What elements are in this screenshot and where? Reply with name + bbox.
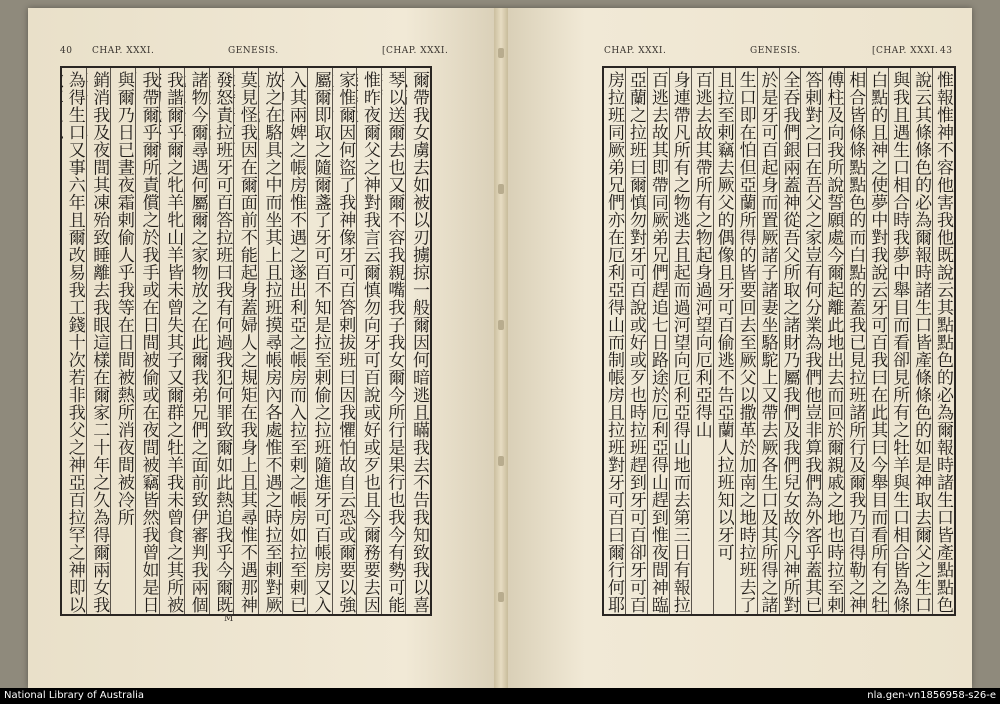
footer-bar xyxy=(0,688,1000,704)
binding-stitch xyxy=(498,184,504,194)
text-column: 家惟爾因何盜了我神像牙可百答剌拔班曰因我懼怕故自云恐或爾要以強 xyxy=(332,68,357,614)
text-column: 莫見怪我因在爾面前不能起身蓋婦人之規矩在我身上且其尋惟不遇那神 xyxy=(233,68,258,614)
footer-record-id: nla.gen-vn1856958-s26-e xyxy=(867,690,996,701)
text-column: 我帶爾乎爾所責償之於我手或在日間被偷或在夜間被竊皆然我曾如是日 xyxy=(135,68,160,614)
text-column: 百逃去故其即帶同厥弟兄們趕追七日路途於厄利亞得山趕到惟夜間神臨 xyxy=(647,68,669,614)
text-column: 入其兩婢之帳房惟不遇之遂出利亞之帳房而入拉至剌之帳房如拉至剌已 xyxy=(282,68,307,614)
signature-mark: M xyxy=(224,614,234,624)
text-column: 相合皆條條點點色的而白點的蓋我已見拉班諸所行及爾我乃百得勒之神 xyxy=(844,68,866,614)
text-column: 房拉班同厥弟兄們亦在厄利亞得山而制帳房且拉班對牙可百曰爾行何耶 xyxy=(604,71,624,614)
text-column: 琴以送爾去也又爾不容我親嘴我子我女爾今所行是果行也我今有勢可能 xyxy=(381,68,406,614)
left-page-header xyxy=(60,46,460,60)
text-column: 惟昨夜爾父之神對我言云爾慎勿向牙可百說或好或歹也且今爾務要去因 xyxy=(356,68,381,614)
text-column: 放之在駱具之中而坐其上且拉班摸尋帳房內各處惟不遇之時拉至剌對厥 xyxy=(258,68,283,614)
book-spread xyxy=(28,8,972,688)
text-column: 身連帶凡所有之物逃去且起而過河望向厄利亞得山地而去第三日有報拉 xyxy=(669,68,691,614)
right-page-header xyxy=(604,46,954,60)
right-text-block xyxy=(602,66,956,616)
text-column: 全吞我們銀兩蓋神從吾父所取之諸財乃屬我們及我們兒女故今凡神所對 xyxy=(779,68,801,614)
text-column: 爾帶我女虜去如被以刃擄掠一般爾因何暗逃且瞞我去不告我知致我以喜 xyxy=(405,68,430,614)
text-column: 發怒責拉班牙可百答拉班曰我有何過我犯何罪致爾如此熱追我乎今爾既 xyxy=(209,68,234,614)
left-page-number: 40 xyxy=(60,46,73,56)
text-column: 銷消我及夜間其凍殆致睡離去我眼這樣在爾家二十年之久為得爾兩女我 xyxy=(86,68,111,614)
right-page-number: 43 xyxy=(940,46,953,56)
text-column: 白點的且神之使夢中對我說云牙可百我曰在此其曰今舉目而看所有之牡 xyxy=(866,68,888,614)
left-running-title: GENESIS. xyxy=(228,46,279,56)
left-text-block xyxy=(60,66,432,616)
text-column: 與我且遇生口相合時我夢中舉目而看卻見所有之牡羊與生口相合皆為條 xyxy=(888,68,910,614)
text-column: 亞蘭之拉班曰爾慎勿對牙可百說或好或歹也時拉班趕到牙可百卻牙可百 xyxy=(625,68,647,614)
left-chapter-label-right: [CHAP. XXXI. xyxy=(382,46,449,56)
text-column: 生口即在怕但亞蘭所得的皆要回去至厥父以撒革於加南之地時拉班去了 xyxy=(735,68,757,614)
right-running-title: GENESIS. xyxy=(750,46,801,56)
text-column: 百逃去故其帶所有之物起身過河望向厄利亞得山 xyxy=(691,68,713,614)
text-column: 答剌對之曰在吾父之家豈有何分業為我們他豈非算我們為外客乎蓋其已 xyxy=(800,68,822,614)
text-column: 諸物今爾尋遇何屬爾之家物放之在此爾我弟兄們之面前致伊審判我兩個 xyxy=(184,68,209,614)
text-column: 屬爾即取之隨爾盞了牙可百不知是拉至剌偷之拉班隨進牙可百帳房又入 xyxy=(307,68,332,614)
text-column: 且拉至剌竊去厥父的偶像且牙可百偷逃不告亞蘭人拉班知以牙可 xyxy=(713,68,735,614)
footer-library-name: National Library of Australia xyxy=(4,690,145,701)
text-column: 為得生口又事六年且爾改易我工錢十次若非我父之神亞百拉罕之神即以 xyxy=(64,71,85,614)
text-column: 說云其條條色的必為爾報時諸生口皆產條條色的如是神取去爾父之生口 xyxy=(910,68,932,614)
left-page xyxy=(28,8,500,688)
text-column: 於是牙可百起身而置厥諸子諸妻坐駱駝上又帶去厥各生口及其所得之諸 xyxy=(757,68,779,614)
text-column: 惟報惟神不容他害我他既說云其點點色的必為爾報時諸生口皆產點點色 xyxy=(932,68,954,614)
right-page xyxy=(500,8,972,688)
book-gutter xyxy=(494,8,508,688)
left-chapter-label: CHAP. XXXI. xyxy=(92,46,155,56)
text-column: 傅柱及向我所說誓願處今爾起離此地出去而回於爾親戚之地也時拉至剌 xyxy=(822,68,844,614)
text-column: 與爾乃日已晝夜霜剌偷人乎我等在日間被熱所消夜間被冷所 xyxy=(110,68,135,614)
right-chapter-label: CHAP. XXXI. xyxy=(604,46,667,56)
binding-stitch xyxy=(498,320,504,330)
binding-stitch xyxy=(498,456,504,466)
binding-stitch xyxy=(498,592,504,602)
right-chapter-label-right: [CHAP. XXXI. xyxy=(872,46,939,56)
text-column: 我諧爾乎爾之牝羊牝山羊皆未曾失其子又爾群之牡羊我未曾食之其所被 xyxy=(159,68,184,614)
binding-stitch xyxy=(498,48,504,58)
